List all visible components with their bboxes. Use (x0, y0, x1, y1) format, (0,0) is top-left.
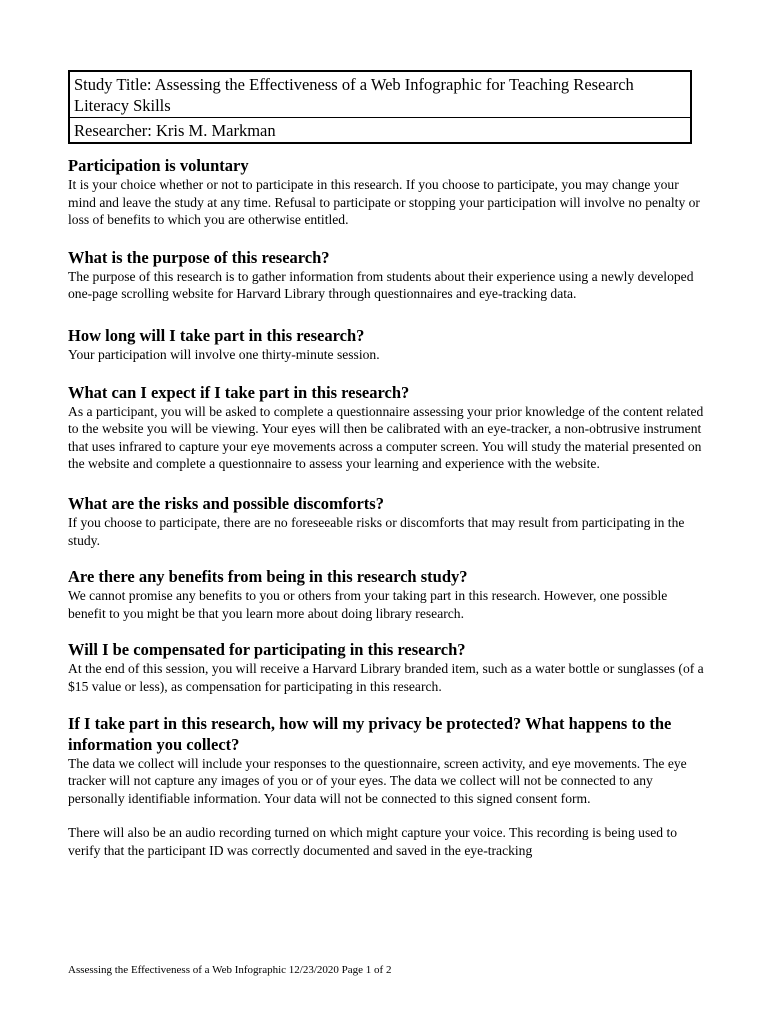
section-privacy (68, 713, 708, 860)
section-compensation (68, 639, 708, 695)
researcher-name: Researcher: Kris M. Markman (70, 117, 690, 142)
study-title: Study Title: Assessing the Effectiveness of a Web Infographic for Teaching Research Literacy Skills (74, 75, 634, 115)
section-duration (68, 325, 708, 364)
section-paragraph: Your participation will involve one thirty-minute session. (68, 346, 380, 362)
section-heading: What are the risks and possible discomforts? (68, 493, 384, 513)
section-heading: Will I be compensated for participating in this research? (68, 640, 466, 660)
section-benefits (68, 566, 708, 622)
consent-content (68, 155, 708, 859)
page-footer: Assessing the Effectiveness of a Web Infographic 12/23/2020 Page 1 of 2 (68, 964, 392, 976)
section-paragraph: We cannot promise any benefits to you or others from your taking part in this research. However, one possible benefit to you might be that you learn more about doing library research. (68, 588, 668, 621)
section-paragraph: As a participant, you will be asked to complete a questionnaire assessing your prior knowledge of the content related to the website you will be viewing. Your eyes will then be calibrated with an eye-tracker, a non-obtrusive instrument that uses infrared to capture your eye movements across a computer screen. You will study the material presented on the website and complete a questionnaire to assess your learning and experience with the website. (68, 403, 704, 472)
section-participation (68, 155, 708, 229)
section-paragraph: There will also be an audio recording turned on which might capture your voice. This recording is being used to verify that the participant ID was correctly documented and saved in the eye-tracking (68, 825, 678, 858)
section-heading: What is the purpose of this research? (68, 247, 330, 267)
section-heading: What can I expect if I take part in this research? (68, 382, 410, 402)
section-heading: Are there any benefits from being in this research study? (68, 567, 468, 587)
section-risks (68, 493, 708, 549)
section-expectations (68, 382, 708, 473)
section-heading: How long will I take part in this research? (68, 325, 365, 345)
section-paragraph: The purpose of this research is to gather information from students about their experience using a newly developed one-page scrolling website for Harvard Library through questionnaires and eye-tracking data. (68, 268, 694, 302)
section-heading: Participation is voluntary (68, 156, 249, 175)
section-paragraph: It is your choice whether or not to participate in this research. If you choose to participate, you may change your mind and leave the study at any time. Refusal to participate or stopping your participation will involve no penalty or loss of benefits to which you are otherwise entitled. (68, 177, 700, 228)
study-header-box (68, 70, 692, 144)
section-paragraph: If you choose to participate, there are no foreseeable risks or discomforts that may result from participating in the study. (68, 514, 685, 548)
section-paragraph: At the end of this session, you will receive a Harvard Library branded item, such as a water bottle or sunglasses (of a $15 value or less), as compensation for participating in this research. (68, 661, 704, 694)
section-heading: If I take part in this research, how will my privacy be protected? What happens to the information you collect? (68, 713, 672, 754)
section-paragraph: The data we collect will include your responses to the questionnaire, screen activity, and eye movements. The eye tracker will not capture any images of you or of your eyes. The data we collect will not be connected to any personally identifiable information. Your data will not be connected to this signed consent form. (68, 755, 687, 806)
section-purpose (68, 247, 708, 303)
